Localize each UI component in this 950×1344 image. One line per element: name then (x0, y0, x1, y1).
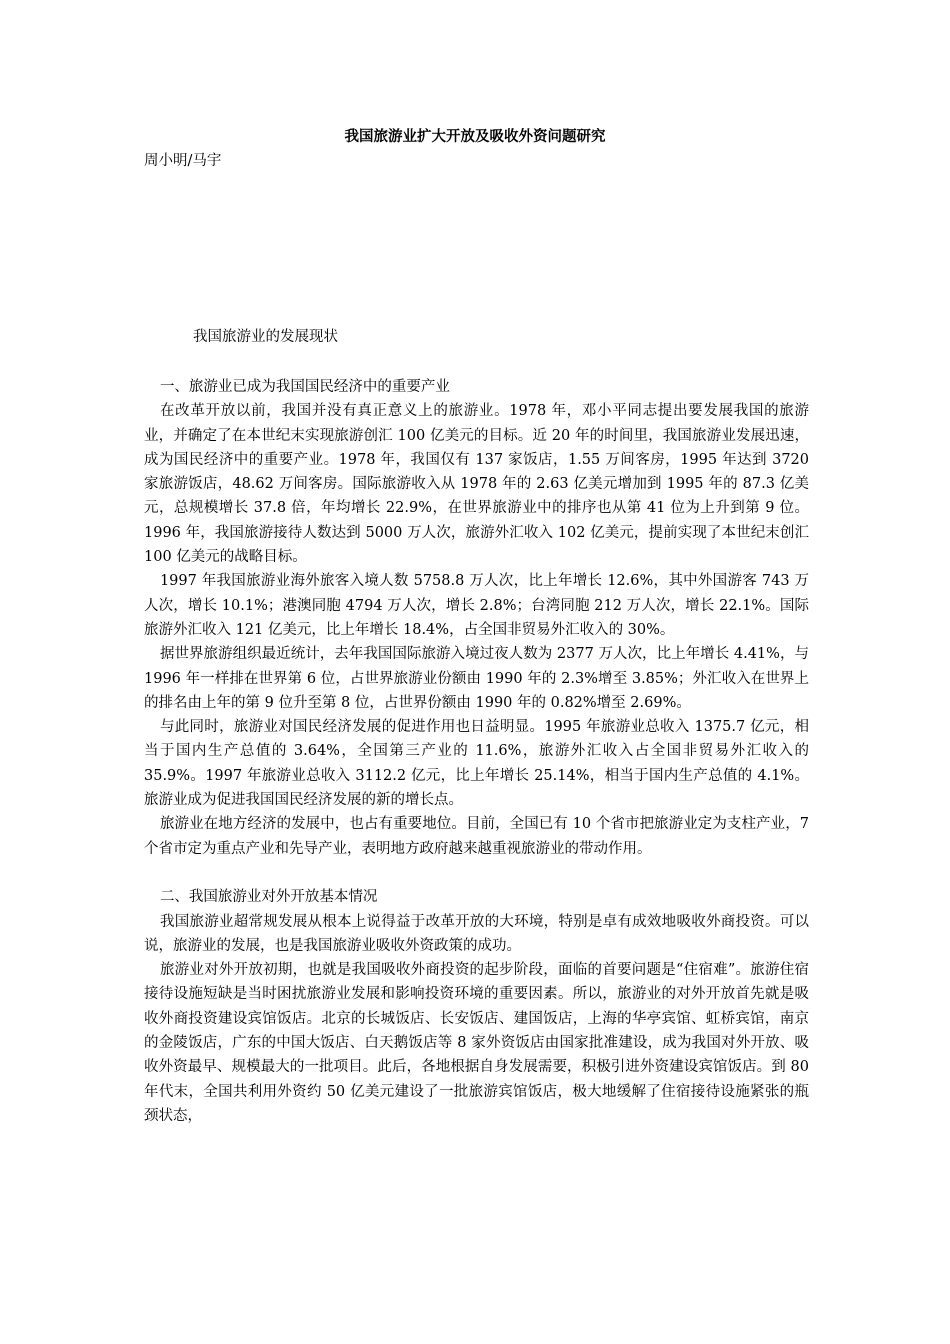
part1-heading: 一、旅游业已成为我国国民经济中的重要产业 (159, 379, 450, 395)
part1-paragraph-5: 旅游业在地方经济的发展中，也占有重要地位。目前，全国已有 10 个省市把旅游业定为支柱产业，7 个省市定为重点产业和先导产业，表明地方政府越来越重视旅游业的带动作用。 (144, 816, 809, 857)
document-title: 我国旅游业扩大开放及吸收外资问题研究 (344, 128, 606, 145)
part2-paragraph-1: 我国旅游业超常规发展从根本上说得益于改革开放的大环境，特别是卓有成效地吸收外商投资。可以说，旅游业的发展，也是我国旅游业吸收外资政策的成功。 (144, 913, 809, 954)
part2-paragraph-2: 旅游业对外开放初期，也就是我国吸收外商投资的起步阶段，面临的首要问题是“住宿难”。旅游住宿接待设施短缺是当时困扰旅游业发展和影响投资环境的重要因素。所以，旅游业的对外开放首先就是吸收外商投资建设宾馆饭店。北京的长城饭店、长安饭店、建国饭店，上海的华亭宾馆、虹桥宾馆，南京的金陵饭店，广东的中国大饭店、白天鹅饭店等 8 家外资饭店由国家批准建设，成为我国对外开放、吸收外资最早、规模最大的一批项目。此后，各地根据自身发展需要，积极引进外资建设宾馆饭店。到 80 年代末，全国共利用外资约 50 亿美元建设了一批旅游宾馆饭店，极大地缓解了住宿接待设施紧张的瓶颈状态， (144, 962, 809, 1124)
part1-paragraph-4: 与此同时，旅游业对国民经济发展的促进作用也日益明显。1995 年旅游业总收入 1375.7 亿元，相当于国内生产总值的 3.64%，全国第三产业的 11.6%，旅游外汇收入占全国非贸易外汇收入的 35.9%。1997 年旅游业总收入 3112.2 亿元，比上年增长 25.14%，相当于国内生产总值的 4.1%。旅游业成为促进我国国民经济发展的新的增长点。 (144, 719, 809, 809)
part1-paragraph-3: 据世界旅游组织最近统计，去年我国国际旅游入境过夜人数为 2377 万人次，比上年增长 4.41%，与 1996 年一样排在世界第 6 位，占世界旅游业份额由 1990 年的 2.3%增至 3.85%；外汇收入在世界上的排名由上年的第 9 位升至第 8 位，占世界份额由 1990 年的 0.82%增至 2.69%。 (144, 646, 809, 711)
paragraph-gap (144, 861, 809, 885)
part1-paragraph-2: 1997 年我国旅游业海外旅客入境人数 5758.8 万人次，比上年增长 12.6%，其中外国游客 743 万人次，增长 10.1%；港澳同胞 4794 万人次，增长 2.8%；台湾同胞 212 万人次，增长 22.1%。国际旅游外汇收入 121 亿美元，比上年增长 18.4%，占全国非贸易外汇收入的 30%。 (144, 573, 809, 638)
section-title: 我国旅游业的发展现状 (193, 329, 338, 345)
document-author: 周小明/马宇 (144, 153, 222, 169)
part1-paragraph-1: 在改革开放以前，我国并没有真正意义上的旅游业。1978 年，邓小平同志提出要发展我国的旅游业，并确定了在本世纪末实现旅游创汇 100 亿美元的目标。近 20 年的时间里，我国旅游业发展迅速，成为国民经济中的重要产业。1978 年，我国仅有 137 家饭店，1.55 万间客房，1995 年达到 3720 家旅游饭店，48.62 万间客房。国际旅游收入从 1978 年的 2.63 亿美元增加到 1995 年的 87.3 亿美元，总规模增长 37.8 倍，年均增长 22.9%，在世界旅游业中的排序也从第 41 位为上升到第 9 位。1996 年，我国旅游接待人数达到 5000 万人次，旅游外汇收入 102 亿美元，提前实现了本世纪末创汇 100 亿美元的战略目标。 (144, 403, 809, 566)
document-body (144, 375, 809, 1128)
part2-heading: 二、我国旅游业对外开放基本情况 (159, 889, 378, 906)
